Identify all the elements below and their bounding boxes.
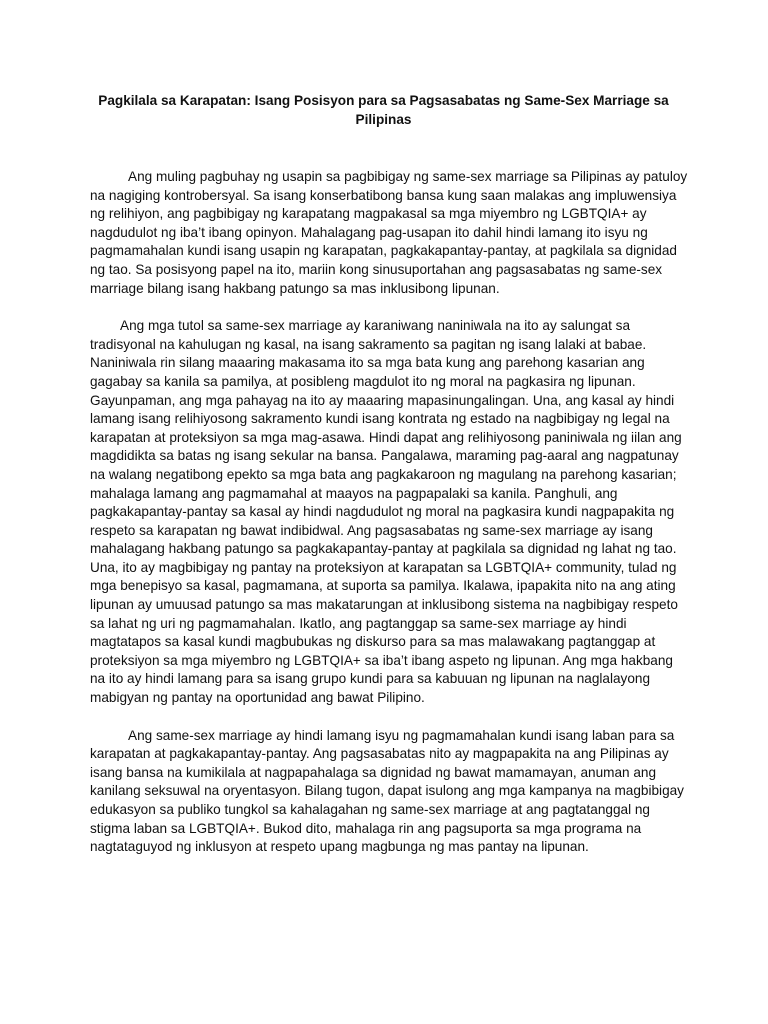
paragraph-arguments: Ang mga tutol sa same-sex marriage ay karaniwang naniniwala na ito ay salungat sa tradisyonal na kahulugan ng kasal, na isang sakramento sa pagitan ng isang lalaki at babae. Naniniwala rin silang maaaring makasama ito sa mga bata kung ang parehong kasarian ang gagabay sa kanila sa pamilya, at posibleng magdulot ito ng moral na pagkasira ng lipunan. Gayunpaman, ang mga pahayag na ito ay maaaring mapasinungalingan. Una, ang kasal ay hindi lamang isang relihiyosong sakramento kundi isang kontrata ng estado na nagbibigay ng legal na karapatan at proteksiyon sa mga mag-asawa. Hindi dapat ang relihiyosong paniniwala ng iilan ang magdidikta sa batas ng isang sekular na bansa. Pangalawa, maraming pag-aaral ang nagpatunay na walang negatibong epekto sa mga bata ang pagkakaroon ng magulang na parehong kasarian; mahalaga lamang ang pagmamahal at maayos na pagpapalaki sa kanila. Panghuli, ang pagkakapantay-pantay sa kasal ay hindi nagdudulot ng moral na pagkasira kundi nagpapakita ng respeto sa karapatan ng bawat indibidwal. Ang pagsasabatas ng same-sex marriage ay isang mahalagang hakbang patungo sa pagkakapantay-pantay at pagkilala sa dignidad ng lahat ng tao. Una, ito ay magbibigay ng pantay na proteksiyon at karapatan sa LGBTQIA+ community, tulad ng mga benepisyo sa kasal, pagmamana, at suporta sa pamilya. Ikalawa, ipapakita nito na ang ating lipunan ay umuusad patungo sa mas makatarungan at inklusibong sistema na nagbibigay respeto sa lahat ng uri ng pagmamahalan. Ikatlo, ang pagtanggap sa same-sex marriage ay hindi magtatapos sa kasal kundi magbubukas ng diskurso para sa mas malawakang pagtanggap at proteksiyon sa mga miyembro ng LGBTQIA+ sa iba’t ibang aspeto ng lipunan. Ang mga hakbang na ito ay hindi lamang para sa isang grupo kundi para sa kabuuan ng lipunan na naglalayong mabigyan ng pantay na oportunidad ang bawat Pilipino. — [90, 318, 682, 706]
paragraph-introduction: Ang muling pagbuhay ng usapin sa pagbibigay ng same-sex marriage sa Pilipinas ay patuloy na nagiging kontrobersyal. Sa isang konserbatibong bansa kung saan malakas ang impluwensiya ng relihiyon, ang pagbibigay ng karapatang magpakasal sa mga miyembro ng LGBTQIA+ ay nagdudulot ng iba’t ibang opinyon. Mahalagang pag-usapan ito dahil hindi lamang ito isyu ng pagmamahalan kundi isang usapin ng karapatan, pagkakapantay-pantay, at pagkilala sa dignidad ng tao. Sa posisyong papel na ito, mariin kong sinusuportahan ang pagsasabatas ng same-sex marriage bilang isang hakbang patungo sa mas inklusibong lipunan. — [90, 169, 688, 296]
document-title: Pagkilala sa Karapatan: Isang Posisyon para sa Pagsasabatas ng Same-Sex Marriage sa Pilipinas — [98, 93, 669, 127]
paragraph-conclusion: Ang same-sex marriage ay hindi lamang isyu ng pagmamahalan kundi isang laban para sa karapatan at pagkakapantay-pantay. Ang pagsasabatas nito ay magpapakita na ang Pilipinas ay isang bansa na kumikilala at nagpapahalaga sa dignidad ng bawat mamamayan, anuman ang kanilang seksuwal na oryentasyon. Bilang tugon, dapat isulong ang mga kampanya na magbibigay edukasyon sa publiko tungkol sa kahalagahan ng same-sex marriage at ang pagtatanggal ng stigma laban sa LGBTQIA+. Bukod dito, mahalaga rin ang pagsuporta sa mga programa na nagtataguyod ng inklusyon at respeto upang magbunga ng mas pantay na lipunan. — [90, 727, 684, 855]
document-body — [90, 168, 690, 876]
